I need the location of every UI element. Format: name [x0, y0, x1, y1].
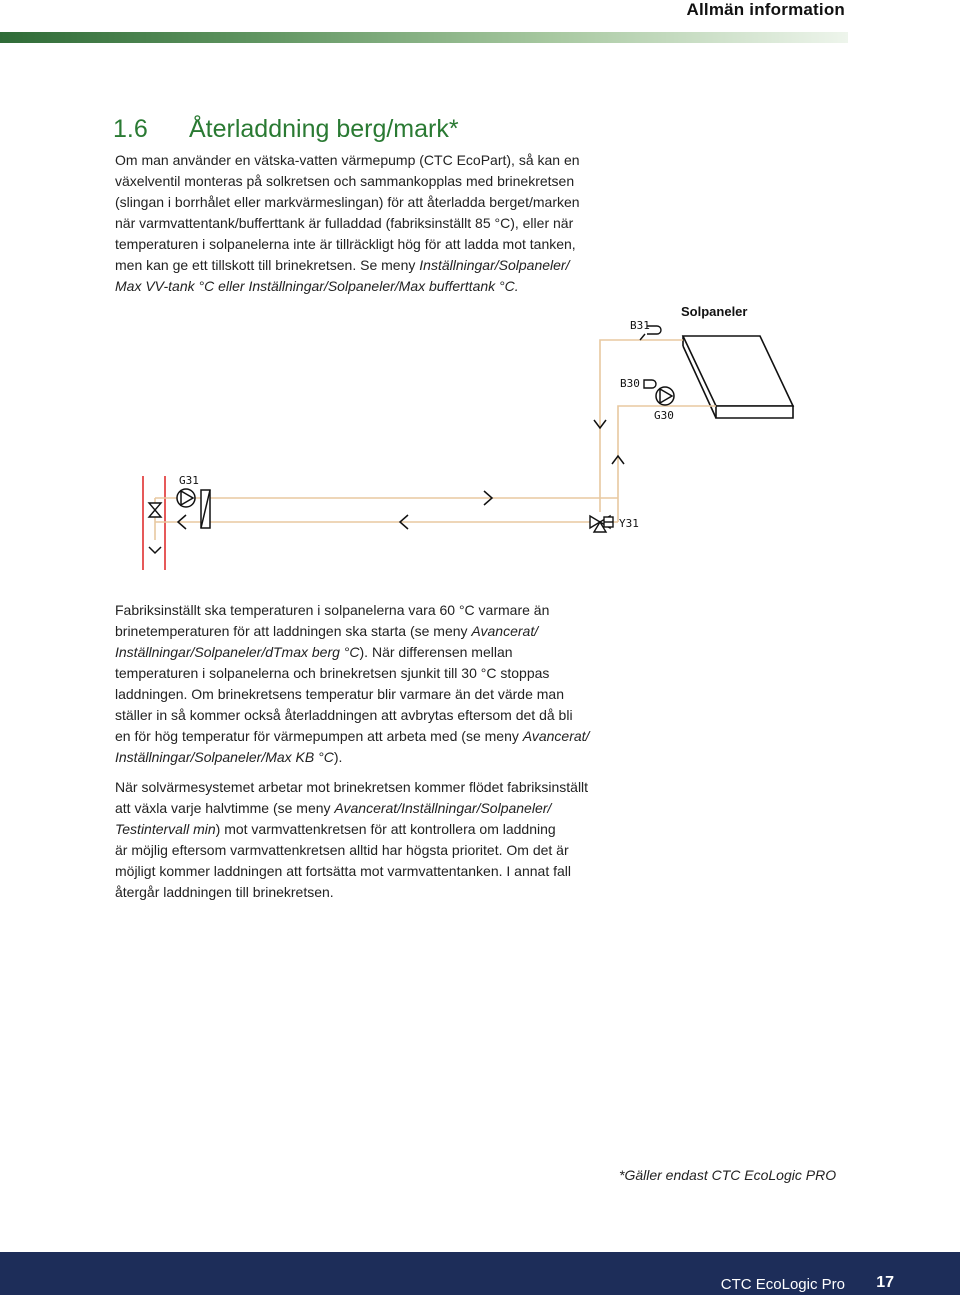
intro-line: Om man använder en vätska-vatten värmepump (CTC EcoPart), så kan en [115, 152, 580, 168]
text-line: När solvärmesystemet arbetar mot brinekretsen kommer flödet fabriksinställt [115, 779, 589, 795]
intro-line: temperaturen i solpanelerna inte är tillräckligt hög för att ladda mot tanken, [115, 236, 576, 252]
intro-line: när varmvattentank/bufferttank är fulladdad (fabriksinställt 85 °C), eller när [115, 215, 574, 231]
footnote: *Gäller endast CTC EcoLogic PRO [619, 1167, 837, 1183]
check-valve [149, 503, 161, 517]
menu-path: Inställningar/Solpaneler/Max KB °C [115, 749, 334, 765]
menu-path: Testintervall min [115, 821, 216, 837]
pump-g30 [656, 387, 674, 405]
text-line: en för hög temperatur för värmepumpen att arbeta med (se meny Avancerat/ [115, 728, 590, 744]
menu-path: Avancerat/ [522, 728, 590, 744]
menu-path: Inställningar/Solpaneler/dTmax berg °C [115, 644, 360, 660]
page-header-title: Allmän information [686, 0, 845, 19]
sensor-b30 [644, 380, 656, 388]
text-line: Inställningar/Solpaneler/dTmax berg °C). När differensen mellan [115, 644, 513, 660]
menu-path: Avancerat/Inställningar/Solpaneler/ [334, 800, 552, 816]
solar-recharge-diagram [0, 0, 960, 600]
text-line: temperaturen i solpanelerna och brinekretsen sjunkit till 30 °C stoppas [115, 665, 550, 681]
text-line: Testintervall min) mot varmvattenkretsen för att kontrollera om laddning [115, 821, 556, 837]
text-line: möjligt kommer laddningen att fortsätta mot varmvattentanken. I annat fall [115, 863, 572, 879]
text-line: brinetemperaturen för att laddningen ska starta (se meny Avancerat/ [115, 623, 539, 639]
b30-label: B30 [620, 377, 640, 390]
brine-pipes [143, 476, 165, 570]
menu-path: Inställningar/Solpaneler/ [419, 257, 570, 273]
paragraph-3 [115, 777, 588, 903]
pump-g31 [177, 489, 195, 507]
section-title-text: Återladdning berg/mark* [189, 115, 459, 143]
intro-line: men kan ge ett tillskott till brinekretsen. Se meny Inställningar/Solpaneler/ [115, 257, 570, 273]
footer-document-title: CTC EcoLogic Pro [720, 1276, 845, 1293]
solar-panel-label: Solpaneler [681, 304, 748, 319]
page-number: 17 [876, 1274, 894, 1291]
paragraph-2 [115, 600, 589, 768]
flow-arrows [149, 420, 624, 553]
text-line: Inställningar/Solpaneler/Max KB °C). [115, 749, 343, 765]
solar-loop-pipes [180, 340, 716, 522]
heat-exchanger [201, 490, 210, 528]
menu-path: Avancerat/ [471, 623, 539, 639]
text-line: ställer in så kommer också återladdningen att avbrytas eftersom det då bli [115, 707, 573, 723]
g30-label: G30 [654, 409, 674, 422]
menu-path: Max VV-tank °C eller Inställningar/Solpaneler/Max bufferttank °C. [115, 278, 519, 294]
valve-y31 [590, 516, 613, 532]
g31-label: G31 [179, 474, 199, 487]
y31-label: Y31 [619, 517, 639, 530]
b31-label: B31 [630, 319, 650, 332]
text-line: laddningen. Om brinekretsens temperatur blir varmare än det värde man [115, 686, 564, 702]
text-line: återgår laddningen till brinekretsen. [115, 884, 334, 900]
text-line: Fabriksinställt ska temperaturen i solpanelerna vara 60 °C varmare än [115, 602, 550, 618]
intro-line: växelventil monteras på solkretsen och sammankopplas med brinekretsen [115, 173, 575, 189]
text-line: att växla varje halvtimme (se meny Avancerat/Inställningar/Solpaneler/ [115, 800, 552, 816]
intro-line: (slingan i borrhålet eller markvärmeslingan) för att återladda berget/marken [115, 194, 580, 210]
text-line: är möjlig eftersom varmvattenkretsen alltid har högsta prioritet. Om det är [115, 842, 569, 858]
section-number: 1.6 [113, 115, 148, 143]
